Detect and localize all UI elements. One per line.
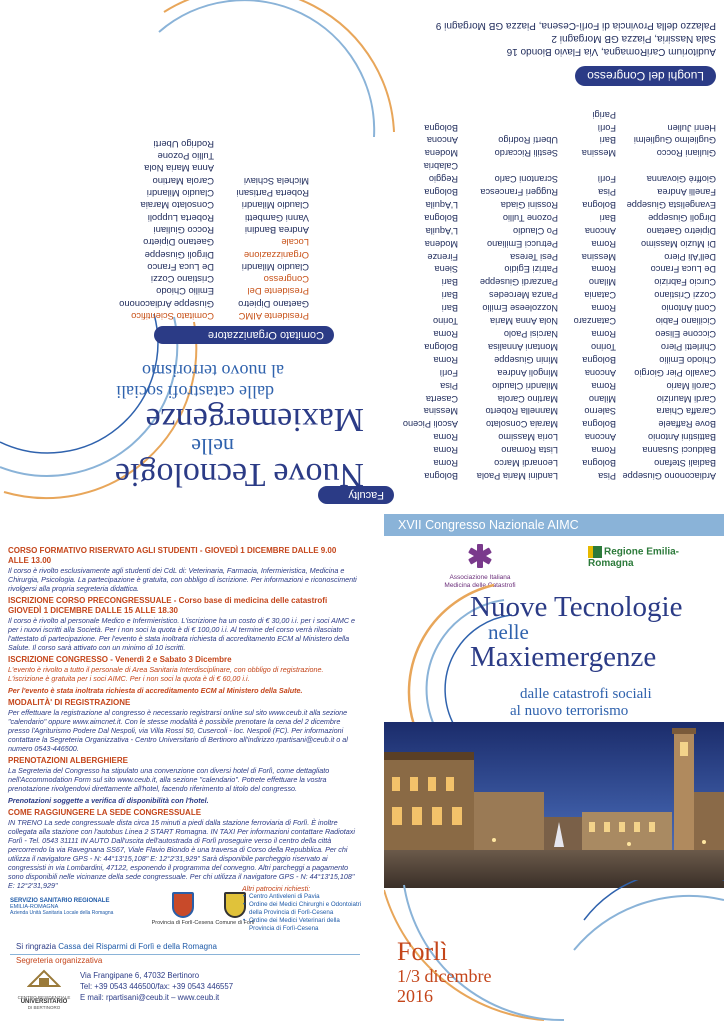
faculty-name: Scrantoni Carlo	[494, 174, 558, 185]
committee-member: Roberta Luppoli	[147, 212, 214, 224]
faculty-city: Firenze	[427, 251, 458, 262]
faculty-city: Siena	[434, 264, 458, 275]
event-year: 2016	[397, 986, 433, 1006]
faculty-city: Parigi	[592, 109, 616, 120]
info-section	[8, 655, 358, 695]
faculty-city: Milano	[588, 393, 616, 404]
faculty-name: Milandri Claudio	[492, 380, 558, 391]
faculty-row	[401, 417, 716, 430]
committee-member: Tullio Pozone	[157, 151, 214, 163]
committee-member: Cristiano Cozzi	[150, 274, 214, 286]
regione-logo	[588, 546, 724, 569]
faculty-row	[401, 146, 716, 159]
faculty-row	[401, 314, 716, 327]
faculty-city: Ancona	[584, 367, 616, 378]
faculty-city: Pisa	[440, 380, 458, 391]
faculty-row	[401, 159, 716, 185]
city-square-photo	[384, 722, 724, 888]
back-title-line1: Nuove Tecnologie	[114, 456, 364, 493]
aiam-line1: Associazione Italiana	[449, 574, 511, 581]
faculty-city: Forlì	[597, 174, 616, 185]
back-title-line2: nelle	[191, 434, 234, 459]
faculty-city: Messina	[423, 406, 458, 417]
faculty-name: Ciciliano Fabio	[655, 316, 716, 327]
faculty-city: Roma	[433, 432, 458, 443]
university-emblem-icon	[27, 968, 61, 988]
faculty-city: Pisa	[598, 471, 616, 481]
info-body: La Segreteria del Congresso ha stipulato una convenzione con diversi hotel di Forlì, come dettagliato nell'Accommodation Form sul sito www.ceub.it, alla sezione "calendario". Potrete effettuare la vostra prenotazione rivolgendovi direttamente all'hotel, facendo riferimento al titolo del congresso.	[8, 766, 330, 793]
committee-member: Claudio Milandri	[146, 188, 214, 200]
faculty-city: Forlì	[439, 367, 458, 378]
committee-column-b	[109, 138, 214, 322]
province-crest-icon	[172, 892, 194, 918]
faculty-name: Caraffa Chiara	[656, 406, 716, 417]
secretariat-label: Segreteria organizzativa	[16, 956, 103, 965]
back-title-block	[0, 360, 364, 492]
back-subtitle-line1: dalle catastrofi sociali	[116, 382, 274, 402]
committee-role: Comitato Scientifico	[131, 311, 214, 322]
committee-member: Rodrigo Uberti	[153, 138, 214, 150]
committee-title: Comitato Organizzatore	[154, 326, 334, 344]
main-title-line3: Maxiemergenze	[470, 641, 657, 673]
university-line3: DI BERTINORO	[27, 1005, 61, 1010]
committee-member: Gaetano Dipietro	[238, 298, 309, 310]
faculty-row	[401, 108, 716, 121]
faculty-city: Roma	[433, 329, 458, 340]
faculty-name: Lista Romano	[501, 445, 558, 456]
faculty-name: Nola Anna Maria	[490, 316, 558, 327]
faculty-name: Di Muzio Massimo	[640, 238, 716, 249]
faculty-name: Landini Maria Paola	[476, 471, 558, 481]
faculty-city: Ancona	[426, 135, 458, 146]
faculty-name	[458, 121, 558, 134]
back-title-line3: Maxiemergenze	[145, 401, 364, 438]
faculty-name: Martino Carola	[497, 393, 558, 404]
faculty-row	[401, 288, 716, 301]
patronage-item: • Ordine dei Medici Chirurghi e Odontoiatri della Provincia di Forlì-Cesena	[242, 901, 362, 917]
faculty-city: Roma	[591, 238, 616, 249]
faculty-name: Loria Massimo	[498, 432, 558, 443]
info-column	[8, 546, 358, 893]
faculty-city: Catanzaro	[573, 316, 616, 327]
faculty-city: Reggio Calabria	[423, 161, 458, 185]
faculty-name: Panza Mercedes	[489, 290, 558, 301]
faculty-row	[401, 340, 716, 353]
faculty-name: Patrizi Egidio	[504, 264, 558, 275]
faculty-city: Roma	[433, 445, 458, 456]
faculty-title: Faculty	[318, 486, 394, 504]
faculty-row	[401, 469, 716, 482]
committee-member: Rocco Giuliani	[153, 224, 214, 236]
ssr-logo	[10, 898, 140, 916]
faculty-city: Roma	[591, 329, 616, 340]
faculty-list	[401, 108, 716, 482]
faculty-row	[401, 366, 716, 379]
decorative-arcs-bottom	[154, 0, 404, 142]
patronage-item: • Centro Antiveleni di Pavia	[242, 893, 362, 901]
faculty-city: Roma	[591, 264, 616, 275]
faculty-city: Ancona	[584, 225, 616, 236]
event-dates: 1/3 dicembre	[397, 966, 492, 986]
contact-address: Via Frangipane 6, 47032 Bertinoro	[80, 971, 200, 980]
faculty-city: Bari	[441, 290, 458, 301]
info-heading: ISCRIZIONE CONGRESSO - Venerdì 2 e Sabato 3 Dicembre	[8, 655, 232, 664]
faculty-city: Bologna	[582, 199, 616, 210]
faculty-city: Modena	[424, 238, 458, 249]
faculty-name: Chiodo Emilio	[659, 354, 716, 365]
faculty-city: Catania	[584, 290, 616, 301]
university-line2: UNIVERSITARIO	[20, 999, 68, 1005]
committee-member: Roberta Partisani	[236, 188, 309, 200]
faculty-city: Bari	[441, 303, 458, 314]
venue-line: Palazzo della Provincia di Forlì-Cesena, Piazza GB Morgagni 9	[435, 20, 716, 31]
committee-member: Andrea Bandini	[244, 224, 309, 236]
main-title-line1: Nuove Tecnologie	[470, 591, 683, 623]
venues-title: Luoghi del Congresso	[575, 66, 716, 86]
faculty-row	[401, 327, 716, 340]
faculty-name: Sestili Riccardo	[494, 148, 558, 159]
faculty-row	[401, 276, 716, 289]
committee-member: Giuseppe Ardiaconono	[119, 298, 214, 310]
thanks-prefix: Si ringrazia	[16, 942, 57, 951]
faculty-city: Messina	[581, 148, 616, 159]
info-heading: ISCRIZIONE CORSO PRECONGRESSUALE - Corso base di medicina delle catastrofi GIOVEDÌ 1 DICEMBRE DALLE 15 ALLE 18.30	[8, 596, 328, 615]
faculty-name: Bove Raffaele	[658, 419, 716, 430]
faculty-city: Bari	[599, 212, 616, 223]
committee-role: Presidente Del Congresso	[247, 274, 309, 298]
info-body: Il corso è rivolto al personale Medico e Infermieristico. L'iscrizione ha un costo di € 30,00 i.i. per i soci AIMC e per i nuovi iscritti alla Società. Per i non soci la quota è di € 100,00 i.i. Al termine del corso verrà rilasciato l'attestato di partecipazione. Per l'evento è stata inoltrata richiesta di accreditamento ECM al Ministero della Salute. Il corso sarà attivato con un minimo di 10 iscritti.	[8, 616, 356, 652]
info-body: L'evento è rivolto a tutto il personale di Area Sanitaria Interdisciplinare, con obbligo di registrazione. L'iscrizione è gratuita per i soci AIMC. Per i non soci la quota è di € 60,00 i.i.	[8, 665, 324, 683]
ssr-line3: Azienda Unità Sanitaria Locale della Romagna	[10, 910, 114, 916]
faculty-name: Evangelista Giuseppe	[626, 199, 716, 210]
faculty-name: Mannella Roberto	[485, 406, 558, 417]
main-subtitle-line2: al nuovo terrorismo	[510, 703, 629, 719]
faculty-name: Nozzoleese Emilio	[482, 303, 558, 314]
faculty-city	[401, 108, 458, 121]
faculty-name: Fanelli Andrea	[657, 187, 716, 198]
patronages-title: Altri patrocini richiesti:	[242, 886, 311, 893]
faculty-name: Gioffrè Giovanna	[646, 174, 716, 185]
faculty-city: Pisa	[598, 187, 616, 198]
info-section	[8, 808, 358, 890]
star-of-life-icon	[467, 543, 493, 569]
info-body-bold: Per l'evento è stata inoltrata richiesta di accreditamento ECM al Ministero della Salute.	[8, 686, 303, 695]
faculty-city: Roma	[591, 445, 616, 456]
committee-member: Claudio Milandri	[241, 261, 309, 273]
congress-venues	[426, 19, 716, 86]
faculty-name: Ciccone Eliseo	[655, 329, 716, 340]
info-section	[8, 546, 358, 593]
faculty-name: Giuliani Rocco	[656, 148, 716, 159]
committee-member: Claudio Milandri	[241, 200, 309, 212]
contact-email[interactable]: E mail: rpartisani@ceub.it – www.ceub.it	[80, 993, 220, 1002]
faculty-city: Bologna	[582, 419, 616, 430]
faculty-name: Guglielmo Guglielmi	[633, 135, 716, 146]
faculty-name: Montani Annalisa	[488, 341, 558, 352]
committee-role: Organizzazione Locale	[243, 237, 309, 261]
faculty-city: Bologna	[424, 187, 458, 198]
faculty-name: De Luca Franco	[650, 264, 716, 275]
venue-line: Auditorium CariRomagna, Via Flavio Biondo 16	[506, 46, 716, 57]
faculty-name: Henri Julien	[667, 122, 716, 133]
faculty-city: L'Aquila	[425, 225, 458, 236]
faculty-city: Salerno	[584, 406, 616, 417]
faculty-name: Petrucci Emiliano	[487, 238, 558, 249]
faculty-name: Ruggeri Francesca	[480, 187, 558, 198]
faculty-city: Roma	[433, 458, 458, 469]
info-body: Il corso è rivolto esclusivamente agli studenti dei CdL di: Veterinaria, Farmacia, Infermieristica, Medicina e Chirurgia, Psicologia. La partecipazione è gratuita, con obbligo di iscrizione. Per informazioni e riconoscimenti rivolgersi alla propria segreteria didattica.	[8, 566, 357, 593]
faculty-city: Ancona	[584, 432, 616, 443]
faculty-row	[401, 443, 716, 456]
faculty-row	[401, 121, 716, 134]
faculty-city: Bologna	[424, 341, 458, 352]
faculty-name: Leonardi Marco	[494, 458, 558, 469]
aiam-logo	[430, 543, 530, 590]
faculty-name: Cardi Maurizio	[656, 393, 716, 404]
committee-member: Michela Schiavi	[243, 175, 309, 187]
faculty-name: Minin Giuseppe	[494, 354, 558, 365]
info-section	[8, 756, 358, 805]
committee-member: Vanni Gambetti	[245, 212, 309, 224]
faculty-city: Roma	[591, 380, 616, 391]
regione-name: Regione Emilia-Romagna	[588, 546, 680, 569]
faculty-name: Badiali Stefano	[654, 458, 716, 469]
committee-role: Presidente AIMC	[238, 311, 309, 322]
faculty-city: Bologna	[424, 471, 458, 481]
event-date-block	[397, 938, 491, 1006]
faculty-row	[401, 237, 716, 250]
info-heading: COME RAGGIUNGERE LA SEDE CONGRESSUALE	[8, 808, 202, 817]
committee-columns	[0, 138, 309, 322]
committee-member: Consolato Maraia	[140, 200, 214, 212]
faculty-city: Milano	[588, 277, 616, 288]
info-section	[8, 596, 358, 652]
faculty-row	[401, 185, 716, 198]
faculty-row	[401, 392, 716, 405]
faculty-city: Modena	[424, 148, 458, 159]
faculty-row	[401, 301, 716, 314]
faculty-name: Dipietro Gaetano	[646, 225, 716, 236]
faculty-city: Bari	[441, 277, 458, 288]
faculty-name: Maraia Consolato	[485, 419, 558, 430]
info-heading: MODALITÀ' DI REGISTRAZIONE	[8, 698, 131, 707]
committee-member: De Luca Franco	[147, 261, 214, 273]
ssr-line2: EMILIA-ROMAGNA	[10, 904, 59, 910]
university-logo	[16, 968, 72, 1016]
main-subtitle-line1: dalle catastrofi sociali	[520, 686, 652, 702]
committee-member: Gaetano Dipietro	[143, 237, 214, 249]
committee-column-a	[214, 138, 309, 322]
congress-band: XVII Congresso Nazionale AIMC	[384, 514, 724, 536]
faculty-name: Curcio Fabrizio	[654, 277, 716, 288]
faculty-name: Battistini Antonio	[648, 432, 716, 443]
faculty-row	[401, 211, 716, 224]
faculty-city: Bologna	[582, 354, 616, 365]
faculty-city: Torino	[590, 341, 616, 352]
info-body: Per effettuare la registrazione al congresso è necessario registrarsi online sul sito www.ceub.it alla sezione "calendario" oppure www.aimcnet.it. Con le stesse modalità è possibile prenotare la cena del 2 dicembre presso l'Agriturismo Podere Dal Nespoli, via Villa Rossi 50, Cusercoli - loc. Nespoli (FC). Per informazioni contattare la Segreteria Organizzativa - Centro Universitario di Bertinoro all'indirizzo rpartisani@ceub.it o al numero 0543-446500.	[8, 708, 348, 753]
faculty-row	[401, 353, 716, 366]
faculty-city: Roma	[591, 303, 616, 314]
regione-flag-icon	[588, 546, 602, 558]
faculty-name: Conti Antonio	[661, 303, 716, 314]
faculty-row	[401, 224, 716, 237]
faculty-row	[401, 405, 716, 418]
faculty-row	[401, 263, 716, 276]
event-city: Forlì	[397, 937, 448, 966]
main-title-block	[470, 592, 724, 720]
patronage-logos	[10, 886, 360, 938]
faculty-name: Caroli Mario	[666, 380, 716, 391]
faculty-row	[401, 198, 716, 211]
university-line1: CENTRO RESIDENZIALE	[17, 995, 71, 1000]
faculty-city: Bologna	[424, 212, 458, 223]
faculty-city: Bologna	[424, 122, 458, 133]
faculty-name: Rossini Giada	[500, 199, 558, 210]
other-patronages	[242, 886, 362, 933]
comune-label: Comune di Forlì	[215, 920, 255, 926]
faculty-name	[458, 108, 558, 121]
thanks-line	[16, 942, 217, 951]
faculty-city: Ascoli Piceno	[402, 419, 458, 430]
province-logo	[150, 892, 215, 926]
back-subtitle-line2: al nuovo terrorismo	[142, 361, 284, 381]
faculty-city: Caserta	[425, 393, 458, 404]
faculty-city: Messina	[581, 251, 616, 262]
faculty-city: Bologna	[582, 458, 616, 469]
faculty-row	[401, 456, 716, 469]
faculty-name: Mingoli Andrea	[497, 367, 558, 378]
faculty-name: Cozzi Cristiano	[654, 290, 716, 301]
ssr-line1: SERVIZIO SANITARIO REGIONALE	[10, 898, 110, 904]
faculty-city: Roma	[433, 354, 458, 365]
faculty-name: Narcisi Paolo	[503, 329, 558, 340]
faculty-name: Dell'Ali Piero	[664, 251, 716, 262]
contact-phone: Tel: +39 0543 446500/fax: +39 0543 446557	[80, 982, 234, 991]
committee-member: Carola Martino	[152, 175, 214, 187]
faculty-row	[401, 430, 716, 443]
faculty-name	[616, 108, 716, 121]
faculty-row	[401, 134, 716, 147]
patronage-item: • Ordine dei Medici Veterinari della Provincia di Forlì-Cesena	[242, 917, 362, 933]
info-body-bold: Prenotazioni soggette a verifica di disponibilità con l'hotel.	[8, 796, 209, 805]
faculty-name: Balducci Susanna	[642, 445, 716, 456]
info-section	[8, 698, 358, 753]
committee-member: Dirgoli Giuseppe	[144, 249, 214, 261]
faculty-name: Dirgoli Giuseppe	[648, 212, 716, 223]
main-title-line2: nelle	[488, 620, 529, 644]
aiam-line2: Medicina delle Catastrofi	[444, 582, 516, 589]
info-heading: PRENOTAZIONI ALBERGHIERE	[8, 756, 129, 765]
faculty-city: Forlì	[597, 122, 616, 133]
faculty-name: Po Claudio	[513, 225, 558, 236]
faculty-name: Ardiaconono Giuseppe	[622, 471, 716, 481]
divider	[10, 954, 360, 955]
faculty-name: Pesi Teresa	[510, 251, 558, 262]
info-heading: CORSO FORMATIVO RISERVATO AGLI STUDENTI - GIOVEDÌ 1 DICEMBRE DALLE 9.00 ALLE 13.00	[8, 546, 337, 565]
venue-line: Sala Nassiria, Piazza GB Morgagni 2	[551, 33, 716, 44]
info-body: IN TRENO La sede congressuale dista circa 15 minuti a piedi dalla stazione ferroviaria di Forlì. È inoltre collegata alla stazione con l'autobus Linea 2 START Romagna. IN TAXI Per informazioni contattare Radiotaxi Forlì - Tel. 0543 31111 IN AUTO Dall'uscita dell'autostrada di Forlì proseguire verso il centro della città percorrendo la via Ravegnana SS67, Viale Flavio Biondo è una traversa di Corso della Repubblica. Per chi utilizza il navigatore GPS - N: 44°13'15,108" E: 12°2'31,929" Sarà disponibile parcheggio riservato ai congressisti in via Lombardini, 47122, esponendo il programma del convegno. Altri parcheggi a pagamento sono disponibili nelle vicinanze della sede congressuale. Per chi utilizza il navigatore GPS - N: 44°13'15,108" E: 12°2'31,929"	[8, 818, 355, 890]
faculty-city: L'Aquila	[425, 199, 458, 210]
faculty-name: Pozone Tullio	[502, 212, 558, 223]
faculty-name: Ubertí Rodrigo	[498, 135, 558, 146]
contact-block	[80, 970, 233, 1003]
faculty-city: Bari	[599, 135, 616, 146]
faculty-name: Cavallo Pier Giorgio	[634, 367, 716, 378]
faculty-name: Panzardi Giuseppe	[479, 277, 558, 288]
committee-member: Emilio Chiodo	[156, 286, 214, 298]
faculty-city: Torino	[432, 316, 458, 327]
committee-member: Anna Maria Nola	[144, 163, 214, 175]
province-label: Provincia di Forlì-Cesena	[151, 920, 214, 926]
thanks-sponsor: Cassa dei Risparmi di Forlì e della Romagna	[58, 942, 217, 951]
faculty-name: Chirletti Piero	[660, 341, 716, 352]
faculty-row	[401, 250, 716, 263]
faculty-row	[401, 379, 716, 392]
